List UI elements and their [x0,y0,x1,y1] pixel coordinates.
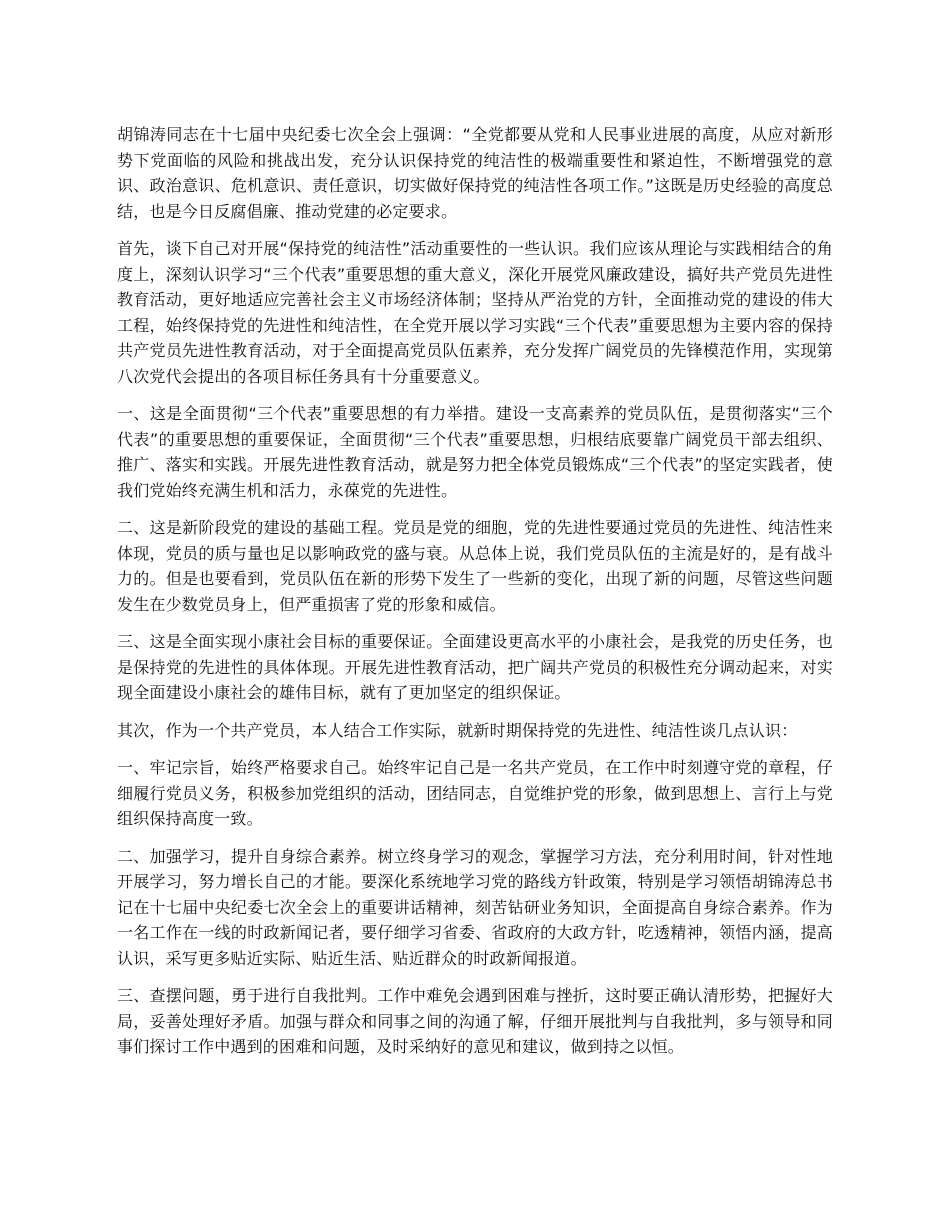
paragraph-first-point: 首先，谈下自己对开展“保持党的纯洁性”活动重要性的一些认识。我们应该从理论与实践相结合的角度上，深刻认识学习“三个代表”重要思想的重大意义，深化开展党风廉政建设，搞好共产党员先进性教育活动，更好地适应完善社会主义市场经济体制；坚持从严治党的方针，全面推动党的建设的伟大工程，始终保持党的先进性和纯洁性，在全党开展以学习实践“三个代表”重要思想为主要内容的保持共产党员先进性教育活动，对于全面提高党员队伍素养，充分发挥广阔党员的先锋模范作用，实现第八次党代会提出的各项目标任务具有十分重要意义。 [117,239,833,386]
paragraph-section-3: 三、这是全面实现小康社会目标的重要保证。全面建设更高水平的小康社会，是我党的历史任务，也是保持党的先进性的具体体现。开展先进性教育活动，把广阔共产党员的积极性充分调动起来，对实现全面建设小康社会的雄伟目标，就有了更加坚定的组织保证。 [117,632,833,702]
paragraph-section-2: 二、这是新阶段党的建设的基础工程。党员是党的细胞，党的先进性要通过党员的先进性、纯洁性来体现，党员的质与量也足以影响政党的盛与衰。从总体上说，我们党员队伍的主流是好的，是有战斗力的。但是也要看到，党员队伍在新的形势下发生了一些新的变化，出现了新的问题，尽管这些问题发生在少数党员身上，但严重损害了党的形象和威信。 [117,518,833,614]
paragraph-item-2: 二、加强学习，提升自身综合素养。树立终身学习的观念，掌握学习方法，充分利用时间，针对性地开展学习，努力增长自己的才能。要深化系统地学习党的路线方针政策，特别是学习领悟胡锦涛总书记在十七届中央纪委七次全会上的重要讲话精神，刻苦钻研业务知识，全面提高自身综合素养。作为一名工作在一线的时政新闻记者，要仔细学习省委、省政府的大政方针，吃透精神，领悟内涵，提高认识，采写更多贴近实际、贴近生活、贴近群众的时政新闻报道。 [117,846,833,968]
paragraph-item-3: 三、查摆问题，勇于进行自我批判。工作中难免会遇到困难与挫折，这时要正确认清形势，把握好大局，妥善处理好矛盾。加强与群众和同事之间的沟通了解，仔细开展批判与自我批判，多与领导和同事们探讨工作中遇到的困难和问题，及时采纳好的意见和建议，做到持之以恒。 [117,986,833,1056]
paragraph-intro: 胡锦涛同志在十七届中央纪委七次全会上强调：“全党都要从党和人民事业进展的高度，从应对新形势下党面临的风险和挑战出发，充分认识保持党的纯洁性的极端重要性和紧迫性，不断增强党的意识、政治意识、危机意识、责任意识，切实做好保持党的纯洁性各项工作。”这既是历史经验的高度总结，也是今日反腐倡廉、推动党建的必定要求。 [117,125,833,221]
paragraph-section-1: 一、这是全面贯彻“三个代表”重要思想的有力举措。建设一支高素养的党员队伍，是贯彻落实“三个代表”的重要思想的重要保证，全面贯彻“三个代表”重要思想，归根结底要靠广阔党员干部去组织、推广、落实和实践。开展先进性教育活动，就是努力把全体党员锻炼成“三个代表”的坚定实践者，使我们党始终充满生机和活力，永葆党的先进性。 [117,404,833,500]
paragraph-item-1: 一、牢记宗旨，始终严格要求自己。始终牢记自己是一名共产党员，在工作中时刻遵守党的章程，仔细履行党员义务，积极参加党组织的活动，团结同志，自觉维护党的形象，做到思想上、言行上与党组织保持高度一致。 [117,758,833,828]
paragraph-second-point: 其次，作为一个共产党员，本人结合工作实际，就新时期保持党的先进性、纯洁性谈几点认识： [117,720,798,740]
document-body [117,122,833,1072]
